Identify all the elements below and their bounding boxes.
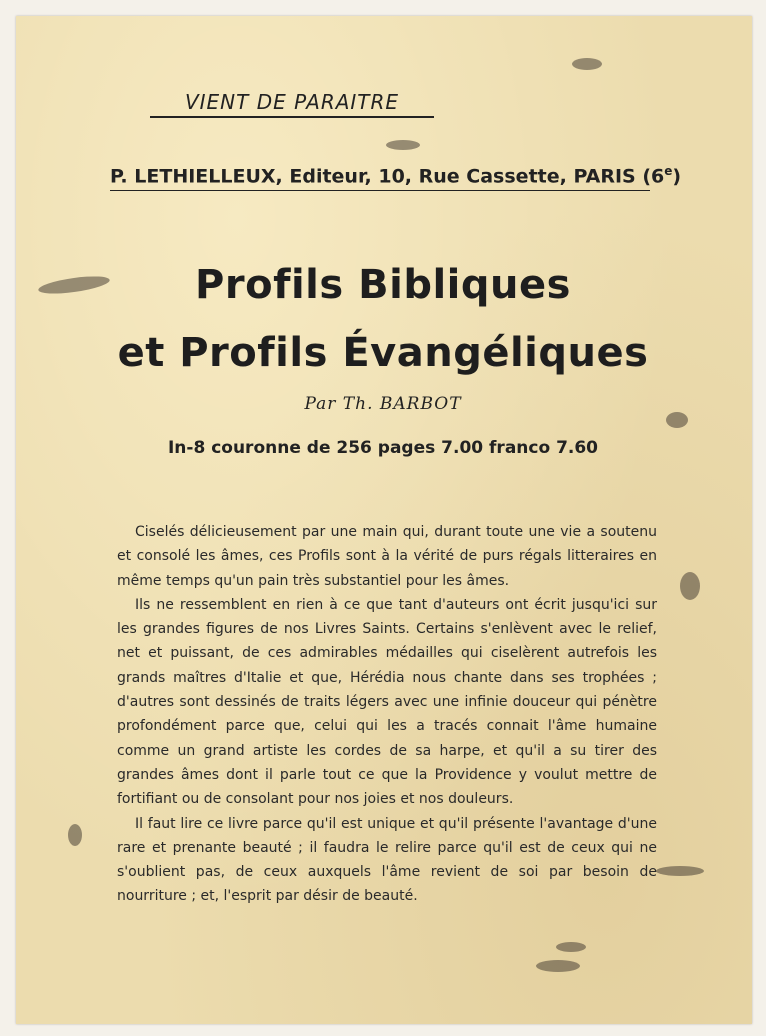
publisher-arrondissement-sup: e	[664, 164, 673, 178]
ink-blot	[666, 412, 688, 428]
ink-blot	[572, 58, 602, 70]
ink-blot	[68, 824, 82, 846]
book-format-price: In-8 couronne de 256 pages 7.00 franco 7.60	[167, 438, 599, 458]
description-paragraph: Il faut lire ce livre parce qu'il est unique et qu'il présente l'avantage d'une rare et prenante beauté ; il faudra le relire parce qu'il est de ceux qui ne s'oublient pas, de ceux auxquels l'âme revient de soi par besoin de nourriture ; et, l'esprit par désir de beauté.	[117, 815, 657, 905]
publisher-text: P. LETHIELLEUX, Editeur, 10, Rue Cassette, PARIS (6	[110, 165, 665, 188]
ink-blot	[680, 572, 700, 600]
description-paragraph: Ciselés délicieusement par une main qui, durant toute une vie a soutenu et consolé les âmes, ces Profils sont à la vérité de purs régals litteraires en même temps qu'un pain très substantiel pour les âmes.	[117, 524, 657, 589]
ink-blot	[386, 140, 420, 150]
publisher-line	[110, 164, 682, 191]
description-body	[117, 520, 657, 909]
description-paragraph: Ils ne ressemblent en rien à ce que tant d'auteurs ont écrit jusqu'ici sur les grandes figures de nos Livres Saints. Certains s'enlèvent avec le relief, net et puissant, de ces admirables médailles qui ciselèrent autrefois les grands maîtres d'Italie et que, Hérédia nous chante dans ses trophées ; d'autres sont dessinés de traits légers avec une infinie douceur qui pénètre profondément parce que, celui qui les a tracés connait l'âme humaine comme un grand artiste les cordes de sa harpe, et qu'il a su tirer des grandes âmes dont il parle tout ce que la Providence y voulut mettre de fortifiant ou de consolant pour nos joies et nos douleurs.	[117, 596, 657, 808]
ink-blot	[536, 960, 580, 972]
ink-blot	[556, 942, 586, 952]
ink-blot	[656, 866, 704, 876]
book-title-line1: Profils Bibliques	[195, 262, 571, 308]
publisher-close-paren: )	[672, 165, 682, 188]
book-author: Par Th. BARBOT	[304, 394, 462, 414]
announcement-heading: VIENT DE PARAITRE	[150, 90, 434, 118]
book-title-line2: et Profils Évangéliques	[117, 330, 649, 376]
